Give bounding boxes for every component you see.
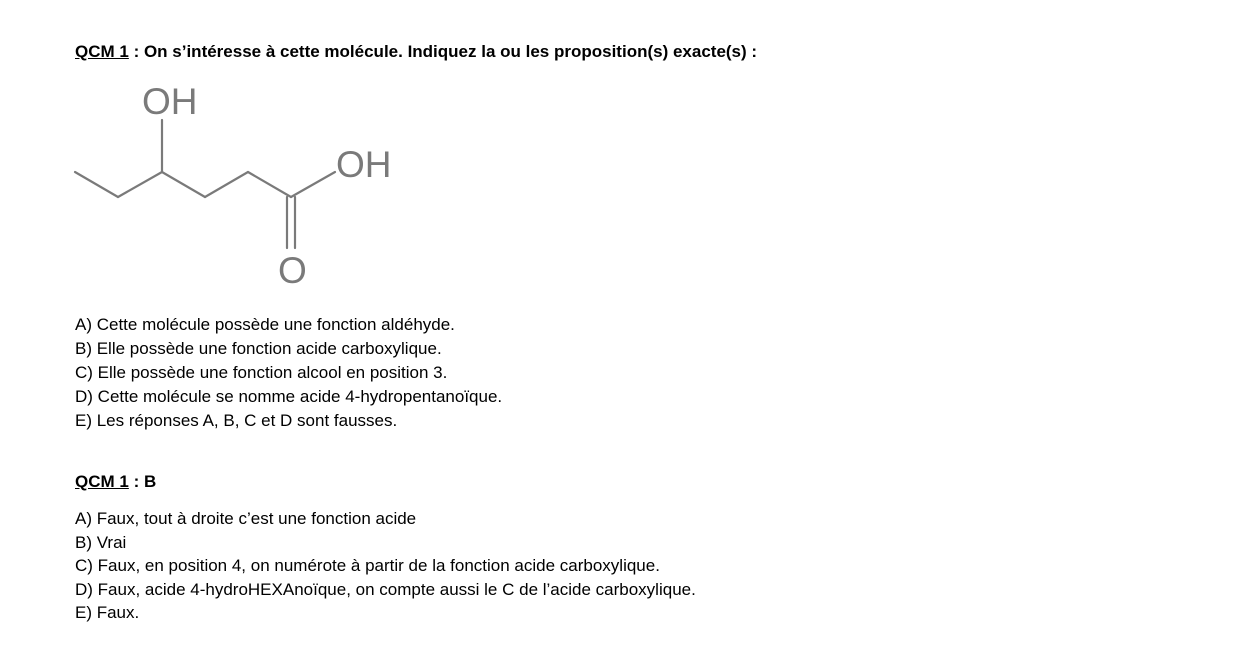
bond-c6-oh: [291, 172, 335, 197]
bond-c3-c4: [162, 172, 205, 197]
question-options-list: [75, 313, 502, 433]
answer-option-e: E) Faux.: [75, 603, 140, 622]
question-label: QCM 1: [75, 42, 129, 61]
answer-label: QCM 1: [75, 472, 129, 491]
bond-c4-c5: [205, 172, 248, 197]
answer-separator: :: [128, 472, 144, 491]
question-option-b: B) Elle possède une fonction acide carboxylique.: [75, 339, 442, 358]
hydroxyl-label-top: OH: [142, 81, 198, 122]
bond-c2-c3: [118, 172, 162, 197]
answer-text: B: [143, 472, 157, 491]
answer-option-d: D) Faux, acide 4-hydroHEXAnoïque, on compte aussi le C de l’acide carboxylique.: [75, 579, 696, 599]
oxygen-label-carbonyl: O: [278, 250, 307, 291]
answer-option-a: A) Faux, tout à droite c’est une fonction acide: [75, 509, 417, 528]
bond-c1-c2: [75, 172, 118, 197]
question-option-a: A) Cette molécule possède une fonction aldéhyde.: [75, 315, 455, 334]
question-option-d: D) Cette molécule se nomme acide 4-hydropentanoïque.: [75, 387, 503, 406]
answer-options-list: [75, 507, 696, 625]
bond-c5-c6: [248, 172, 291, 197]
hydroxyl-label-acid: OH: [336, 144, 392, 185]
answer-option-c: C) Faux, en position 4, on numérote à partir de la fonction acide carboxylique.: [75, 556, 660, 575]
answer-heading: [75, 472, 156, 492]
molecule-structure: [60, 72, 420, 292]
question-option-c: C) Elle possède une fonction alcool en position 3.: [75, 363, 448, 382]
answer-option-b: B) Vrai: [75, 532, 127, 552]
question-heading: [75, 42, 757, 62]
question-text: On s’intéresse à cette molécule. Indiquez la ou les proposition(s) exacte(s) :: [143, 42, 758, 61]
question-option-e: E) Les réponses A, B, C et D sont fausses.: [75, 411, 398, 430]
question-separator: :: [128, 42, 144, 61]
